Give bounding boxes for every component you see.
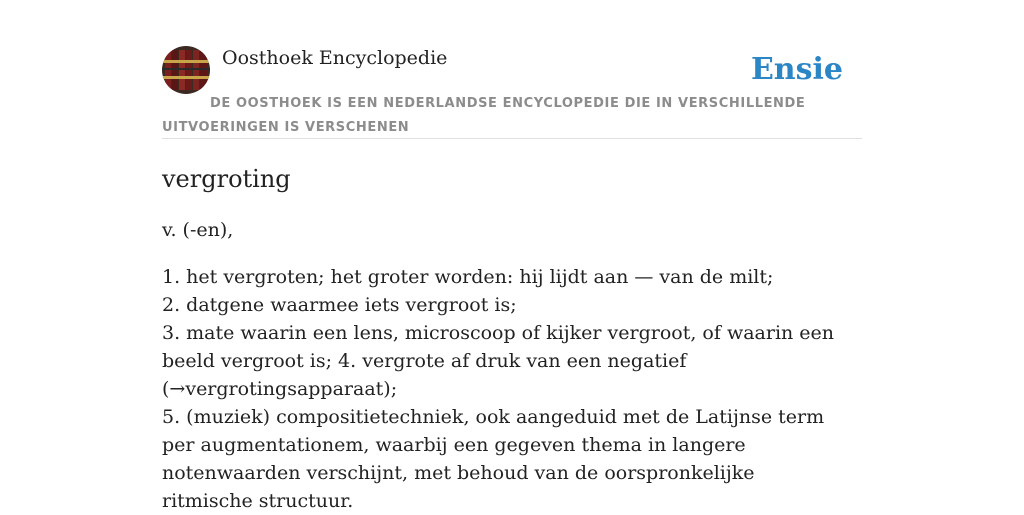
entry-grammar: v. (-en), [162, 219, 234, 241]
entry-word: vergroting [162, 165, 291, 193]
definition-line-5: 5. (muziek) compositietechniek, ook aangeduid met de Latijnse term per augmentationem, waarbij een gegeven thema in langere notenwaarden verschijnt, met behoud van de oorspronkelijke ritmische structuur. [162, 406, 825, 512]
entry-definition [162, 263, 842, 515]
source-title[interactable]: Oosthoek Encyclopedie [222, 47, 448, 69]
encyclopedia-books-icon[interactable] [162, 46, 210, 94]
definition-line-3: 3. mate waarin een lens, microscoop of kijker vergroot, of waarin een beeld vergroot is; 4. vergrote af druk van een negatief (→vergrotingsapparaat); [162, 322, 835, 400]
definition-line-1: 1. het vergroten; het groter worden: hij lijdt aan — van de milt; [162, 266, 774, 288]
definition-line-2: 2. datgene waarmee iets vergroot is; [162, 294, 517, 316]
source-description: DE OOSTHOEK IS EEN NEDERLANDSE ENCYCLOPEDIE DIE IN VERSCHILLENDE UITVOERINGEN IS VERSCHENEN [162, 96, 806, 135]
source-header [162, 46, 862, 139]
entry-card [162, 46, 862, 512]
brand-logo[interactable]: Ensie [750, 52, 843, 87]
